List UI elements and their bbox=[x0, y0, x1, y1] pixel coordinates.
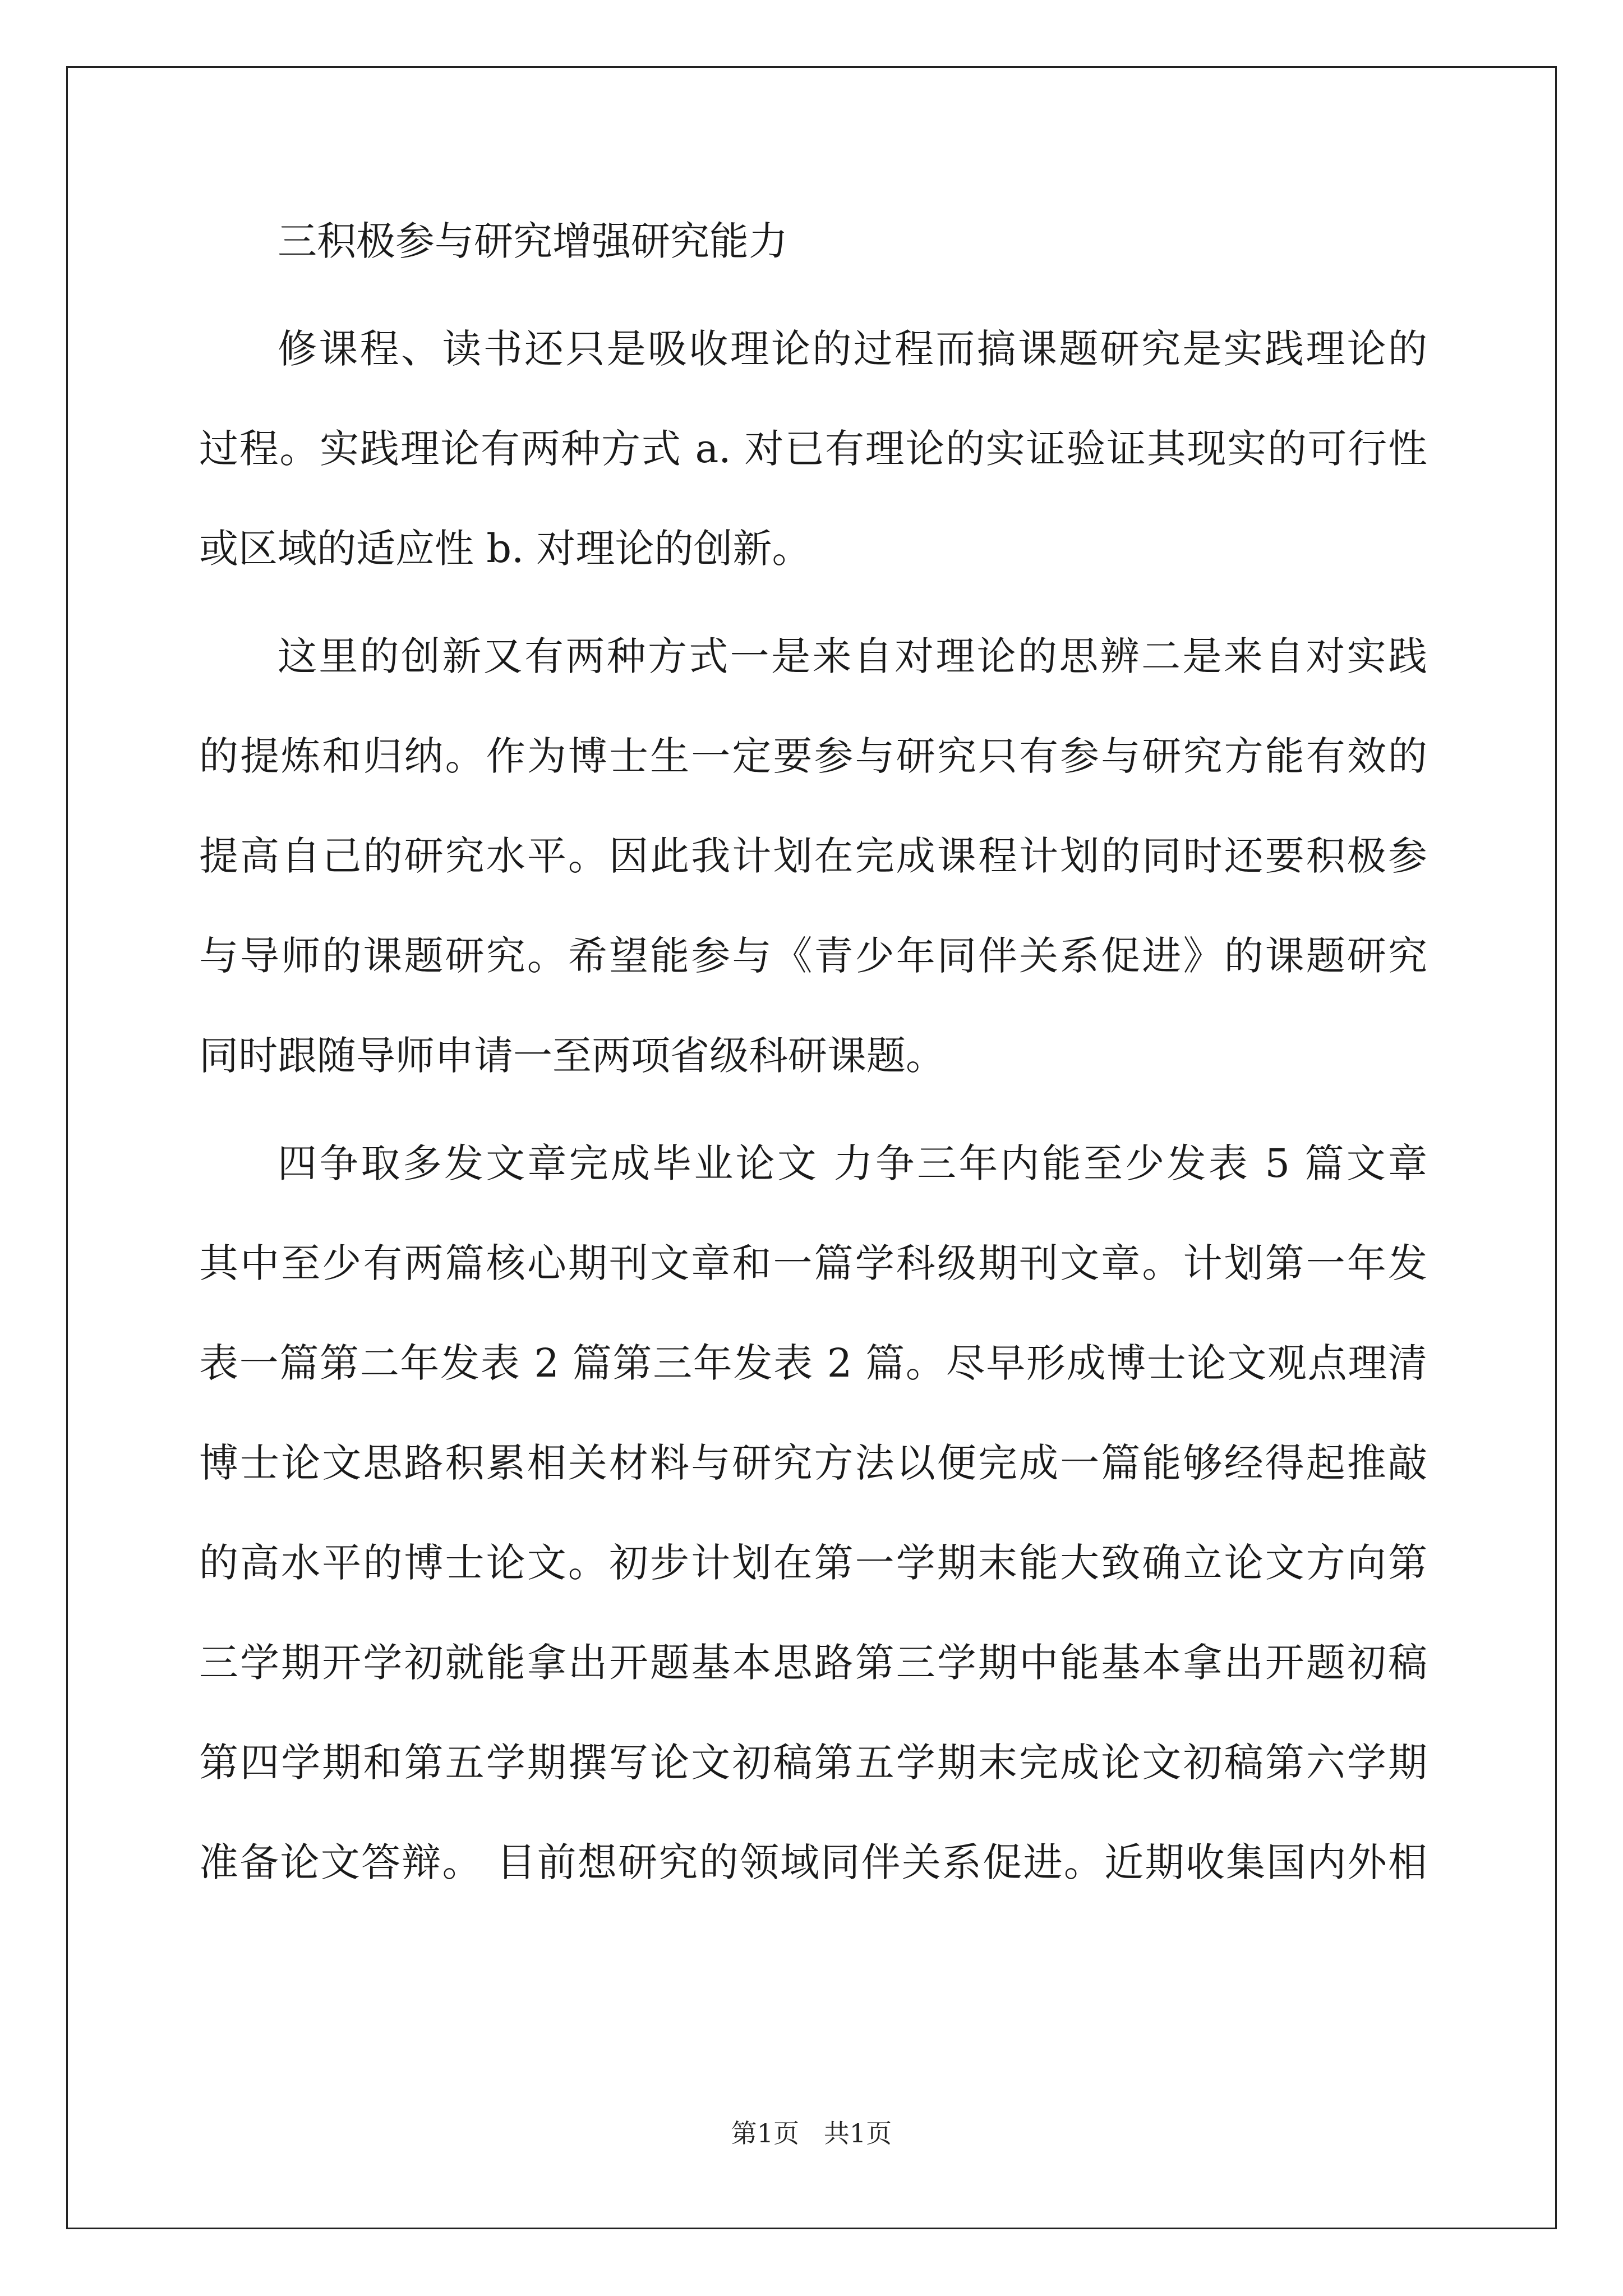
paragraph-line: 的提炼和归纳。作为博士生一定要参与研究只有参与研究方能有效的 bbox=[199, 733, 1427, 779]
paragraph-line: 或区域的适应性 b. 对理论的创新。 bbox=[199, 526, 811, 572]
paragraph-line: 准备论文答辩。 目前想研究的领域同伴关系促进。近期收集国内外相 bbox=[199, 1839, 1427, 1885]
paragraph-line: 博士论文思路积累相关材料与研究方法以便完成一篇能够经得起推敲 bbox=[199, 1440, 1427, 1486]
page-number-footer: 第1页 共1页 bbox=[731, 2118, 892, 2148]
paragraph-line: 的高水平的博士论文。初步计划在第一学期末能大致确立论文方向第 bbox=[199, 1540, 1427, 1586]
paragraph-line: 其中至少有两篇核心期刊文章和一篇学科级期刊文章。计划第一年发 bbox=[199, 1240, 1427, 1286]
paragraph-line: 过程。实践理论有两种方式 a. 对已有理论的实证验证其现实的可行性 bbox=[199, 426, 1427, 472]
paragraph-line: 同时跟随导师申请一至两项省级科研课题。 bbox=[199, 1033, 945, 1079]
paragraph-line: 四争取多发文章完成毕业论文 力争三年内能至少发表 5 篇文章 bbox=[278, 1140, 1427, 1186]
paragraph-line: 提高自己的研究水平。因此我计划在完成课程计划的同时还要积极参 bbox=[199, 833, 1427, 879]
section-heading: 三积极参与研究增强研究能力 bbox=[278, 218, 788, 264]
paragraph-line: 三学期开学初就能拿出开题基本思路第三学期中能基本拿出开题初稿 bbox=[199, 1640, 1427, 1686]
paragraph-line: 与导师的课题研究。希望能参与《青少年同伴关系促进》的课题研究 bbox=[199, 933, 1427, 979]
paragraph-line: 表一篇第二年发表 2 篇第三年发表 2 篇。尽早形成博士论文观点理清 bbox=[199, 1340, 1427, 1386]
paragraph-line: 第四学期和第五学期撰写论文初稿第五学期末完成论文初稿第六学期 bbox=[199, 1740, 1427, 1786]
paragraph-line: 这里的创新又有两种方式一是来自对理论的思辨二是来自对实践 bbox=[278, 633, 1427, 679]
paragraph-line: 修课程、读书还只是吸收理论的过程而搞课题研究是实践理论的 bbox=[278, 326, 1427, 372]
